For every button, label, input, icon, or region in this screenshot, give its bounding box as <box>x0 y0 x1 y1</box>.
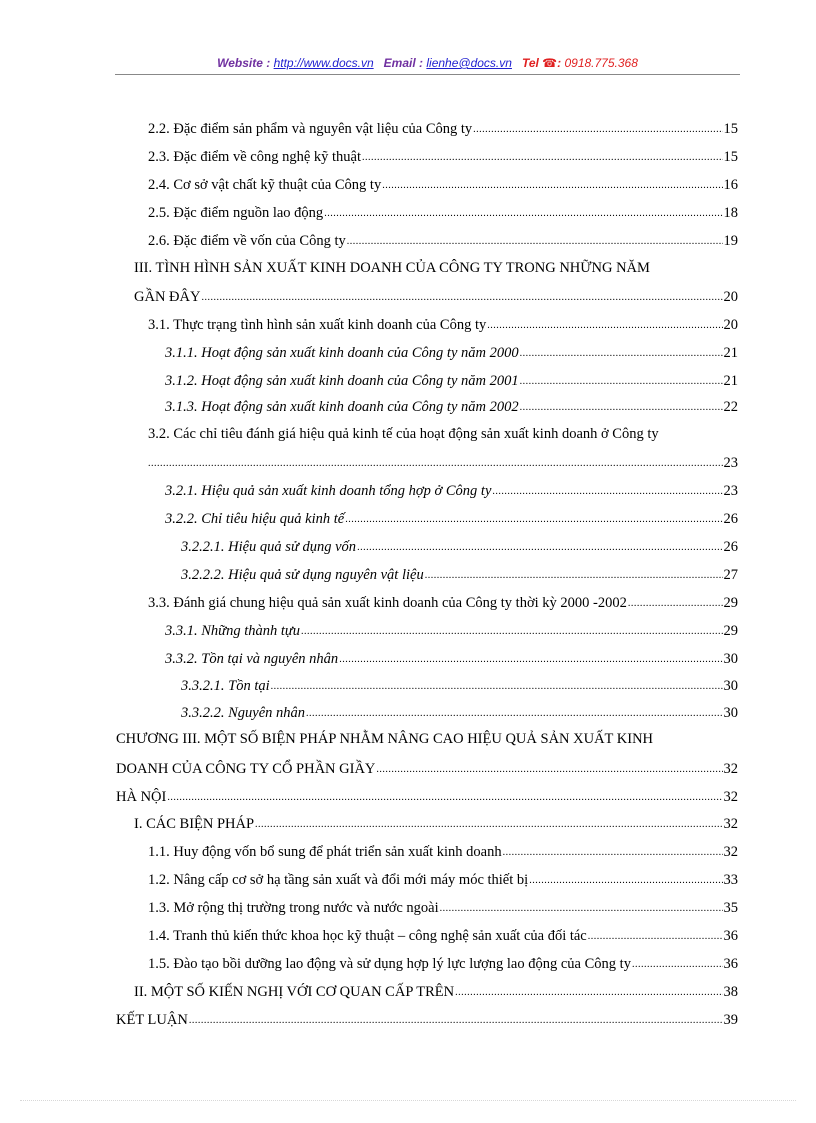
dot-leader <box>503 848 723 858</box>
toc-entry-3-2-title[interactable]: 3.2. Các chỉ tiêu đánh giá hiệu quả kinh tế của hoạt động sản xuất kinh doanh ở Công ty <box>148 426 659 442</box>
toc-entry-page: 30 <box>723 705 738 721</box>
page-header <box>115 56 740 70</box>
toc-entry-2-2[interactable] <box>148 116 738 138</box>
dot-leader <box>382 181 722 191</box>
toc-entry-3-3-1[interactable] <box>165 618 738 640</box>
toc-entry-title: 3.2.1. Hiệu quả sản xuất kinh doanh tổng hợp ở Công ty <box>165 483 492 499</box>
toc-entry-page: 35 <box>723 900 738 916</box>
toc-entry-title: 2.2. Đặc điểm sản phẩm và nguyên vật liệu của Công ty <box>148 121 473 137</box>
dot-leader <box>376 765 722 775</box>
toc-entry-2-6[interactable] <box>148 228 738 250</box>
toc-entry-title: II. MỘT SỐ KIẾN NGHỊ VỚI CƠ QUAN CẤP TRÊN <box>134 984 455 1000</box>
dot-leader <box>324 209 722 219</box>
toc-entry-title: DOANH CỦA CÔNG TY CỔ PHẦN GIẦY <box>116 761 376 777</box>
dot-leader <box>632 960 723 970</box>
toc-entry-page: 26 <box>723 511 738 527</box>
toc-entry-title: 3.1.2. Hoạt động sản xuất kinh doanh của Công ty năm 2001 <box>165 373 519 389</box>
toc-entry-title: 1.1. Huy động vốn bổ sung để phát triển sản xuất kinh doanh <box>148 844 502 860</box>
toc-entry-title: 3.2.2.1. Hiệu quả sử dụng vốn <box>181 539 357 555</box>
phone-number: 0918.775.368 <box>564 56 638 70</box>
toc-entry-title: 2.6. Đặc điểm về vốn của Công ty <box>148 233 346 249</box>
toc-entry-2-3[interactable] <box>148 144 738 166</box>
toc-entry-page: 20 <box>723 317 738 333</box>
toc-entry-page: 21 <box>723 373 738 389</box>
toc-entry-title: 2.5. Đặc điểm nguồn lao động <box>148 205 324 221</box>
toc-entry-page: 27 <box>723 567 738 583</box>
dot-leader <box>529 876 722 886</box>
toc-entry-page: 36 <box>723 928 738 944</box>
toc-entry-page: 21 <box>723 345 738 361</box>
toc-entry-page: 20 <box>723 289 738 305</box>
toc-entry-1-5[interactable] <box>148 951 738 973</box>
toc-entry-chapter-3-title[interactable]: CHƯƠNG III. MỘT SỐ BIỆN PHÁP NHẰM NÂNG CAO HIỆU QUẢ SẢN XUẤT KINH <box>116 731 654 747</box>
toc-entry-title: HÀ NỘI <box>116 789 167 805</box>
toc-entry-page: 33 <box>723 872 738 888</box>
toc-entry-1-2[interactable] <box>148 867 738 889</box>
email-label: Email : <box>383 56 424 70</box>
toc-entry-page: 22 <box>723 399 738 415</box>
dot-leader <box>588 932 723 942</box>
toc-entry-3-2[interactable] <box>148 450 738 472</box>
dot-leader <box>339 655 722 665</box>
toc-entry-iii-title[interactable]: III. TÌNH HÌNH SẢN XUẤT KINH DOANH CỦA CÔNG TY TRONG NHỮNG NĂM <box>134 260 650 276</box>
toc-entry-page: 30 <box>723 678 738 694</box>
toc-entry-ket-luan[interactable] <box>116 1007 738 1029</box>
toc-entry-title: 3.3.2.1. Tồn tại <box>181 678 270 694</box>
toc-entry-3-2-2-2[interactable] <box>181 562 738 584</box>
toc-entry-title: 3.3.1. Những thành tựu <box>165 623 301 639</box>
toc-entry-title: 3.1.3. Hoạt động sản xuất kinh doanh của Công ty năm 2002 <box>165 399 519 415</box>
dot-leader <box>347 237 723 247</box>
toc-entry-page: 26 <box>723 539 738 555</box>
toc-entry-page: 32 <box>723 816 738 832</box>
toc-entry-page: 29 <box>723 595 738 611</box>
toc-entry-title: 3.1. Thực trạng tình hình sản xuất kinh doanh của Công ty <box>148 317 487 333</box>
toc-entry-3-1-3[interactable] <box>165 394 738 416</box>
toc-entry-3-1[interactable] <box>148 312 738 334</box>
dot-leader <box>301 627 722 637</box>
toc-entry-ha-noi[interactable] <box>116 784 738 806</box>
toc-entry-page: 16 <box>723 177 738 193</box>
toc-entry-title: 2.3. Đặc điểm về công nghệ kỹ thuật <box>148 149 362 165</box>
toc-entry-page: 30 <box>723 651 738 667</box>
dot-leader <box>255 820 722 830</box>
dot-leader <box>362 153 722 163</box>
toc-entry-page: 32 <box>723 789 738 805</box>
website-label: Website : <box>217 56 271 70</box>
toc-entry-page: 15 <box>723 149 738 165</box>
page-bottom-border <box>20 1100 796 1101</box>
toc-entry-page: 23 <box>723 455 738 471</box>
dot-leader <box>628 599 723 609</box>
dot-leader <box>189 1016 723 1026</box>
toc-entry-page: 15 <box>723 121 738 137</box>
tel-label: Tel ☎: <box>521 56 562 70</box>
toc-entry-title: 1.3. Mở rộng thị trường trong nước và nước ngoài <box>148 900 439 916</box>
toc-entry-1-4[interactable] <box>148 923 738 945</box>
toc-entry-title: 2.4. Cơ sở vật chất kỹ thuật của Công ty <box>148 177 382 193</box>
dot-leader <box>306 709 722 719</box>
dot-leader <box>148 459 723 469</box>
toc-entry-title: 1.4. Tranh thủ kiến thức khoa học kỹ thuật – công nghệ sản xuất của đối tác <box>148 928 587 944</box>
toc-entry-2-4[interactable] <box>148 172 738 194</box>
toc-entry-3-3-2[interactable] <box>165 646 738 668</box>
dot-leader <box>271 682 723 692</box>
dot-leader <box>492 487 722 497</box>
dot-leader <box>455 988 722 998</box>
dot-leader <box>440 904 723 914</box>
toc-entry-page: 19 <box>723 233 738 249</box>
toc-entry-page: 29 <box>723 623 738 639</box>
toc-entry-3-3-2-2[interactable] <box>181 700 738 722</box>
toc-entry-3-3[interactable] <box>148 590 738 612</box>
toc-entry-title: 1.5. Đào tạo bồi dưỡng lao động và sử dụng hợp lý lực lượng lao động của Công ty <box>148 956 631 972</box>
toc-entry-ii[interactable] <box>134 979 738 1001</box>
toc-entry-title: 1.2. Nâng cấp cơ sở hạ tầng sản xuất và đổi mới máy móc thiết bị <box>148 872 529 888</box>
dot-leader <box>487 321 722 331</box>
toc-entry-title: I. CÁC BIỆN PHÁP <box>134 816 255 832</box>
dot-leader <box>201 293 722 303</box>
toc-entry-title: 3.3. Đánh giá chung hiệu quả sản xuất kinh doanh của Công ty thời kỳ 2000 -2002 <box>148 595 627 611</box>
toc-entry-iii[interactable] <box>134 284 738 306</box>
toc-entry-title: 3.3.2. Tồn tại và nguyên nhân <box>165 651 339 667</box>
toc-entry-3-3-2-1[interactable] <box>181 673 738 695</box>
toc-entry-page: 32 <box>723 844 738 860</box>
dot-leader <box>473 125 722 135</box>
toc-entry-3-2-2-1[interactable] <box>181 534 738 556</box>
dot-leader <box>520 403 723 413</box>
toc-entry-i[interactable] <box>134 811 738 833</box>
toc-entry-page: 23 <box>723 483 738 499</box>
toc-entry-chapter-3[interactable] <box>116 756 738 778</box>
toc-entry-title: KẾT LUẬN <box>116 1012 188 1028</box>
website-link[interactable]: http://www.docs.vn <box>273 56 374 70</box>
dot-leader <box>520 377 723 387</box>
dot-leader <box>345 515 722 525</box>
toc-entry-3-1-2[interactable] <box>165 368 738 390</box>
toc-entry-title: 3.2.2. Chỉ tiêu hiệu quả kinh tế <box>165 511 345 527</box>
toc-entry-3-1-1[interactable] <box>165 340 738 362</box>
toc-entry-title: GẦN ĐÂY <box>134 289 201 305</box>
toc-entry-title: 3.1.1. Hoạt động sản xuất kinh doanh của Công ty năm 2000 <box>165 345 519 361</box>
toc-entry-1-1[interactable] <box>148 839 738 861</box>
toc-entry-3-2-2[interactable] <box>165 506 738 528</box>
header-divider <box>115 74 740 75</box>
toc-entry-2-5[interactable] <box>148 200 738 222</box>
toc-entry-title: 3.3.2.2. Nguyên nhân <box>181 705 306 721</box>
toc-entry-page: 18 <box>723 205 738 221</box>
toc-entry-title: 3.2.2.2. Hiệu quả sử dụng nguyên vật liệu <box>181 567 424 583</box>
email-link[interactable]: lienhe@docs.vn <box>426 56 512 70</box>
toc-entry-page: 36 <box>723 956 738 972</box>
toc-entry-page: 32 <box>723 761 738 777</box>
dot-leader <box>357 543 722 553</box>
dot-leader <box>520 349 723 359</box>
dot-leader <box>167 793 722 803</box>
toc-entry-1-3[interactable] <box>148 895 738 917</box>
toc-entry-page: 39 <box>723 1012 738 1028</box>
toc-entry-page: 38 <box>723 984 738 1000</box>
toc-entry-3-2-1[interactable] <box>165 478 738 500</box>
dot-leader <box>425 571 723 581</box>
